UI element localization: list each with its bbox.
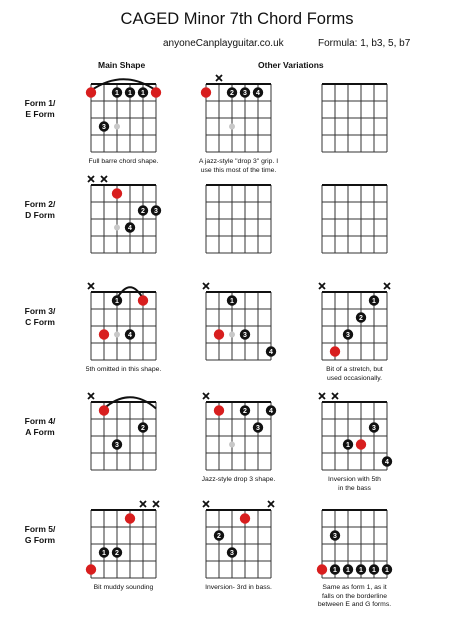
root-note-dot xyxy=(138,295,148,305)
form-label-line1: Form 3/ xyxy=(24,306,56,316)
caption-line: 5th omitted in this shape. xyxy=(85,366,162,373)
root-note-dot xyxy=(214,329,224,339)
diagram-caption xyxy=(292,584,417,610)
finger-number: 3 xyxy=(372,425,376,432)
caption-line: Full barre chord shape. xyxy=(88,158,159,165)
caption-line: used occasionally. xyxy=(326,374,383,382)
mute-x-icon xyxy=(88,283,94,289)
finger-number: 1 xyxy=(346,567,350,574)
mute-x-icon xyxy=(384,283,390,289)
root-note-dot xyxy=(99,405,109,415)
caption-line: between E and G forms. xyxy=(317,601,392,608)
main-shape-header: Main Shape xyxy=(98,60,146,70)
finger-number: 2 xyxy=(243,408,247,415)
root-note-dot xyxy=(330,346,340,356)
finger-number: 3 xyxy=(115,442,119,449)
mute-x-icon xyxy=(140,501,146,507)
root-note-dot xyxy=(151,87,161,97)
finger-number: 1 xyxy=(372,298,376,305)
root-note-dot xyxy=(86,564,96,574)
caption-line: Inversion with 5th xyxy=(328,476,381,483)
finger-number: 2 xyxy=(217,533,221,540)
caption-line: in the bass xyxy=(338,484,371,492)
page-title: CAGED Minor 7th Chord Forms xyxy=(120,10,354,28)
caption-line: Jazz-style drop 3 shape. xyxy=(201,476,276,483)
finger-number: 4 xyxy=(256,90,260,97)
finger-number: 4 xyxy=(128,225,132,232)
position-marker-dot xyxy=(114,124,120,130)
finger-number: 1 xyxy=(333,567,337,574)
diagram-caption xyxy=(61,158,186,167)
formula-text: Formula: 1, b3, 5, b7 xyxy=(318,38,411,49)
root-note-dot xyxy=(99,329,109,339)
finger-number: 1 xyxy=(141,90,145,97)
finger-number: 1 xyxy=(372,567,376,574)
finger-number: 4 xyxy=(385,459,389,466)
other-variations-header: Other Variations xyxy=(258,60,324,70)
diagram-caption xyxy=(176,584,301,593)
root-note-dot xyxy=(86,87,96,97)
mute-x-icon xyxy=(88,176,94,182)
form-label-line2: G Form xyxy=(24,535,56,545)
diagram-caption xyxy=(292,366,417,383)
form-label-line1: Form 1/ xyxy=(24,98,56,108)
mute-x-icon xyxy=(319,393,325,399)
diagram-caption xyxy=(61,584,186,593)
root-note-dot xyxy=(112,188,122,198)
caption-line: Same as form 1, as it xyxy=(322,584,387,591)
diagram-caption xyxy=(176,158,301,175)
mute-x-icon xyxy=(268,501,274,507)
root-note-dot xyxy=(214,405,224,415)
root-note-dot xyxy=(201,87,211,97)
mute-x-icon xyxy=(88,393,94,399)
diagram-caption xyxy=(176,476,301,485)
finger-number: 1 xyxy=(115,298,119,305)
form-label-line2: C Form xyxy=(25,317,55,327)
finger-number: 1 xyxy=(102,550,106,557)
finger-number: 1 xyxy=(359,567,363,574)
position-marker-dot xyxy=(229,124,235,130)
finger-number: 3 xyxy=(243,90,247,97)
caption-line: use this most of the time. xyxy=(200,166,277,174)
mute-x-icon xyxy=(153,501,159,507)
root-note-dot xyxy=(317,564,327,574)
root-note-dot xyxy=(356,439,366,449)
root-note-dot xyxy=(125,513,135,523)
position-marker-dot xyxy=(114,332,120,338)
form-label-line2: A Form xyxy=(25,427,55,437)
caption-line: Bit muddy sounding xyxy=(93,584,154,591)
finger-number: 4 xyxy=(269,408,273,415)
finger-number: 1 xyxy=(385,567,389,574)
finger-number: 3 xyxy=(230,550,234,557)
mute-x-icon xyxy=(203,283,209,289)
position-marker-dot xyxy=(229,442,235,448)
diagram-caption xyxy=(61,366,186,375)
finger-number: 3 xyxy=(154,208,158,215)
finger-number: 1 xyxy=(346,442,350,449)
form-label-line2: E Form xyxy=(25,109,55,119)
mute-x-icon xyxy=(203,393,209,399)
finger-number: 1 xyxy=(115,90,119,97)
mute-x-icon xyxy=(319,283,325,289)
diagram-caption xyxy=(292,476,417,493)
root-note-dot xyxy=(240,513,250,523)
finger-number: 3 xyxy=(333,533,337,540)
finger-number: 3 xyxy=(243,332,247,339)
finger-number: 2 xyxy=(141,425,145,432)
form-label-line1: Form 4/ xyxy=(24,416,56,426)
caption-line: Bit of a stretch, but xyxy=(326,366,383,373)
finger-number: 3 xyxy=(256,425,260,432)
caption-line: A jazz-style "drop 3" grip. I xyxy=(198,158,279,165)
form-label-line2: D Form xyxy=(25,210,55,220)
finger-number: 3 xyxy=(102,124,106,131)
mute-x-icon xyxy=(216,75,222,81)
mute-x-icon xyxy=(101,176,107,182)
form-label-line1: Form 5/ xyxy=(24,524,56,534)
caption-line: Inversion- 3rd in bass. xyxy=(205,584,272,591)
finger-number: 3 xyxy=(346,332,350,339)
form-label-line1: Form 2/ xyxy=(24,199,56,209)
mute-x-icon xyxy=(332,393,338,399)
finger-number: 4 xyxy=(128,332,132,339)
website-link[interactable]: anyoneCanplayguitar.co.uk xyxy=(163,38,284,49)
finger-number: 1 xyxy=(230,298,234,305)
finger-number: 4 xyxy=(269,349,273,356)
finger-number: 2 xyxy=(230,90,234,97)
position-marker-dot xyxy=(114,225,120,231)
finger-number: 2 xyxy=(115,550,119,557)
position-marker-dot xyxy=(229,332,235,338)
mute-x-icon xyxy=(203,501,209,507)
caption-line: falls on the borderline xyxy=(322,592,387,600)
finger-number: 2 xyxy=(359,315,363,322)
finger-number: 1 xyxy=(128,90,132,97)
finger-number: 2 xyxy=(141,208,145,215)
